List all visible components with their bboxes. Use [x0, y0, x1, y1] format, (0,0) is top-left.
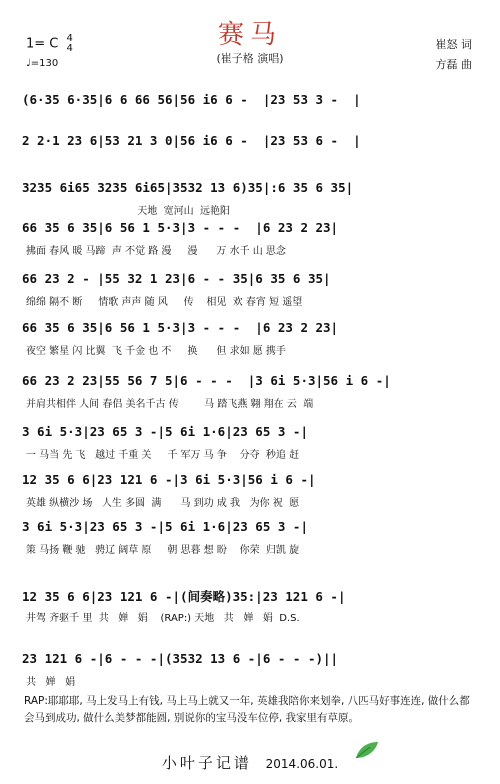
time-signature	[67, 34, 73, 54]
time-top: 4	[66, 33, 73, 44]
score-row-lyrics: 天地 宽河山 远艳阳	[26, 206, 230, 217]
score-row-notes: 3 6i 5·3|23 65 3 -|5 6i 1·6|23 65 3 -|	[22, 424, 308, 439]
score-row-notes: 12 35 6 6|23 121 6 -|(间奏略)35:|23 121 6 -|	[22, 589, 346, 604]
score-row-notes: 12 35 6 6|23 121 6 -|3 6i 5·3|56 i 6 -|	[22, 472, 316, 487]
score-row-lyrics: 一 马当 先 飞 越过 千重 关 千 军万 马 争 分夺 秒追 赶	[26, 450, 300, 461]
footer-brand: 小叶子记谱	[161, 754, 252, 772]
score-row-notes: 3235 6i65 3235 6i65|3532 13 6)35|:6 35 6 35|	[22, 180, 354, 195]
score-row-notes: 3 6i 5·3|23 65 3 -|5 6i 1·6|23 65 3 -|	[22, 519, 308, 534]
score-row-notes: 66 23 2 - |55 32 1 23|6 - - 35|6 35 6 35|	[22, 271, 331, 286]
score-row-lyrics: 绵绵 隔不 断 情歌 声声 随 风 传 相见 欢 春宵 短 遥望	[26, 297, 303, 308]
song-subtitle: (崔子格 演唱)	[216, 52, 284, 65]
score-row-notes: 66 23 2 23|55 56 7 5|6 - - - |3 6i 5·3|56 i 6 -|	[22, 373, 391, 388]
score-row-lyrics: 英雄 纵横沙 场 人生 多圆 满 马 到功 成 我 为你 祝 愿	[26, 498, 300, 509]
score-row-lyrics: 拂面 春风 暖 马蹄 声 不觉 路 漫 漫 万 水千 山 思念	[26, 246, 286, 257]
score-row-notes: 66 35 6 35|6 56 1 5·3|3 - - - |6 23 2 23|	[22, 320, 339, 335]
key-label: 1= C	[26, 36, 59, 52]
score-row-lyrics: 共 婵 娟	[26, 677, 76, 688]
score-row-lyrics: 井驾 齐驱千 里 共 婵 娟 (RAP:) 天地 共 婵 娟 D.S.	[26, 613, 300, 624]
tempo-marking: ♩=130	[26, 58, 59, 69]
time-bottom: 4	[66, 43, 73, 54]
key-signature	[26, 34, 73, 54]
score-row-notes: 66 35 6 35|6 56 1 5·3|3 - - - |6 23 2 23|	[22, 220, 339, 235]
score-row-notes: (6·35 6·35|6 6 66 56|56 i6 6 - |23 53 3 - |	[22, 92, 361, 107]
rap-lyrics: RAP:耶耶耶, 马上发马上有钱, 马上马上就又一年, 英雄我陪你来划拳, 八匹马好事连连, 做什么都会马到成功, 做什么美梦都能圆, 别说你的宝马没车位停, 我家里有草原。	[24, 695, 470, 724]
score-row-notes: 23 121 6 -|6 - - -|(3532 13 6 -|6 - - -)||	[22, 651, 339, 666]
score-row-notes: 2 2·1 23 6|53 21 3 0|56 i6 6 - |23 53 6 - |	[22, 133, 361, 148]
score-row-lyrics: 夜空 繁星 闪 比翼 飞 千金 也 不 换 但 求如 愿 携手	[26, 346, 286, 357]
song-title: 赛马	[217, 20, 282, 50]
footer-date: 2014.06.01.	[265, 757, 339, 771]
leaf-icon	[354, 740, 380, 760]
composer-credit: 方磊 曲	[435, 58, 472, 71]
lyricist-credit: 崔怒 词	[435, 38, 472, 51]
score-row-lyrics: 并肩共相伴 人间 春侣 美名千古 传 马 踏飞燕 翱 翔在 云 端	[26, 399, 314, 410]
footer	[0, 752, 500, 773]
score-row-lyrics: 策 马扬 鞭 驰 骋辽 阔草 原 朝 思暮 想 盼 你荣 归凯 旋	[26, 545, 300, 556]
